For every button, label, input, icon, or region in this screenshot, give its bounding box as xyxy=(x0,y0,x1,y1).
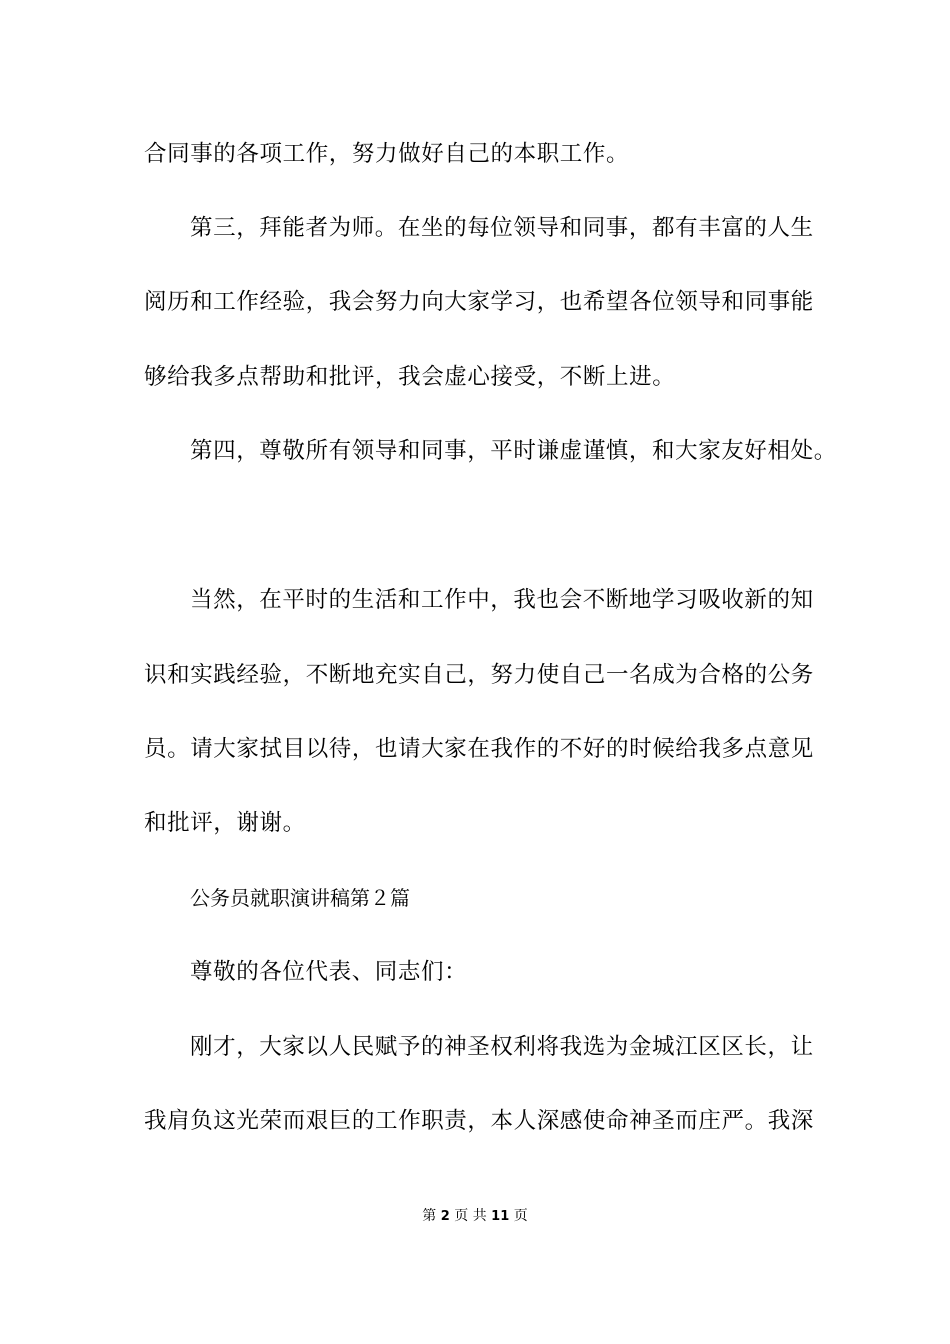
text-line: 第三，拜能者为师。在坐的每位领导和同事，都有丰富的人生 xyxy=(190,215,814,241)
text-line: 员。请大家拭目以待，也请大家在我作的不好的时候给我多点意见 xyxy=(144,736,814,762)
text-line: 识和实践经验，不断地充实自己，努力使自己一名成为合格的公务 xyxy=(144,662,814,688)
footer-total-pages: 11 xyxy=(491,1209,510,1224)
footer-current-page: 2 xyxy=(440,1209,450,1224)
text-line: 够给我多点帮助和批评，我会虚心接受，不断上进。 xyxy=(144,364,676,390)
text-line: 和批评，谢谢。 xyxy=(144,810,306,836)
text-line: 当然，在平时的生活和工作中，我也会不断地学习吸收新的知 xyxy=(190,587,814,613)
text-line: 我肩负这光荣而艰巨的工作职责，本人深感使命神圣而庄严。我深 xyxy=(144,1108,814,1134)
page-footer xyxy=(0,1207,950,1226)
text-line: 第四，尊敬所有领导和同事，平时谦虚谨慎，和大家友好相处。 xyxy=(190,438,837,464)
text-line: 阅历和工作经验，我会努力向大家学习，也希望各位领导和同事能 xyxy=(144,289,814,315)
section-heading: 公务员就职演讲稿第２篇 xyxy=(190,886,410,910)
text-line: 尊敬的各位代表、同志们： xyxy=(190,959,468,985)
footer-middle: 页 共 xyxy=(454,1208,487,1224)
text-line: 刚才，大家以人民赋予的神圣权利将我选为金城江区区长，让 xyxy=(190,1034,814,1060)
footer-suffix: 页 xyxy=(513,1208,528,1224)
text-line: 合同事的各项工作，努力做好自己的本职工作。 xyxy=(144,141,630,167)
footer-prefix: 第 xyxy=(422,1208,437,1224)
